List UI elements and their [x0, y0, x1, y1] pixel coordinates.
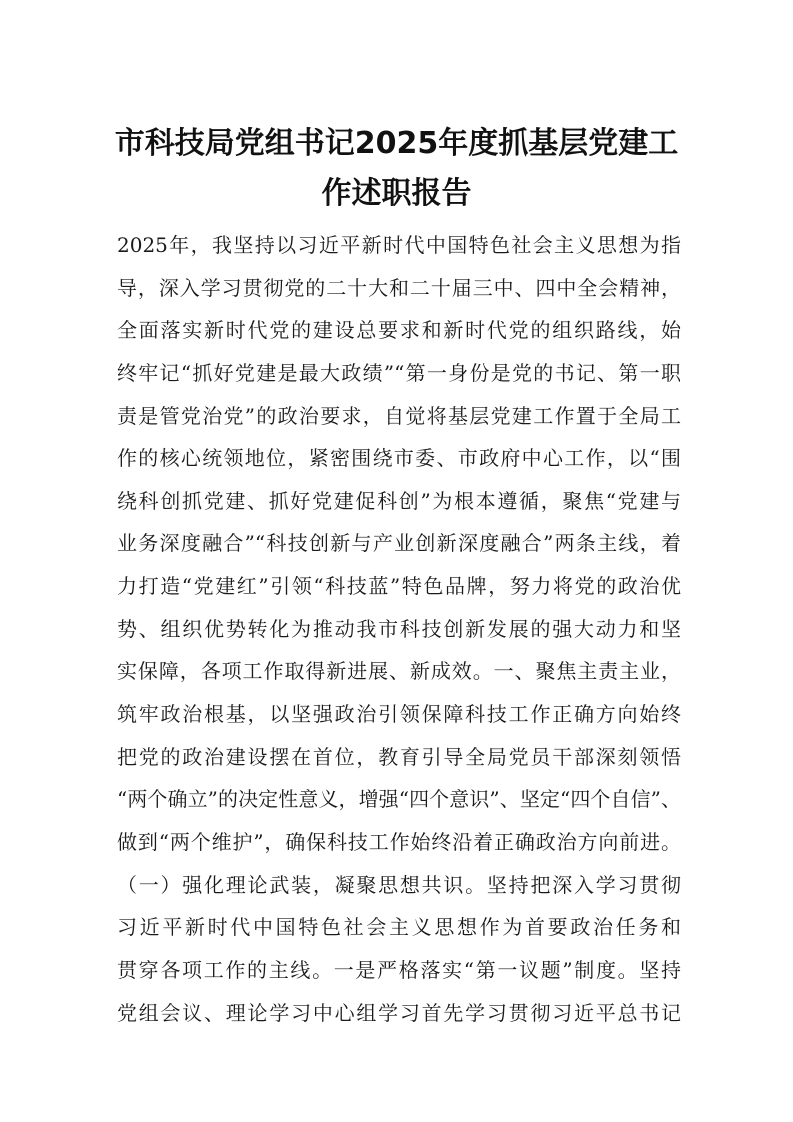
- body-line: 做到“两个维护”，确保科技工作始终沿着正确政治方向前进。: [117, 829, 681, 854]
- body-line: 势、组织优势转化为推动我市科技创新发展的强大动力和坚: [117, 616, 681, 641]
- body-line: 筑牢政治根基，以坚强政治引领保障科技工作正确方向始终: [117, 702, 681, 727]
- body-line: 导，深入学习贯彻党的二十大和二十届三中、四中全会精神，: [117, 275, 681, 300]
- body-line: 绕科创抓党建、抓好党建促科创”为根本遵循，聚焦“党建与: [117, 488, 681, 513]
- body-line: 责是管党治党”的政治要求，自觉将基层党建工作置于全局工: [117, 403, 681, 428]
- document-title-line-2: 作述职报告: [321, 176, 472, 211]
- body-line: 贯穿各项工作的主线。一是严格落实“第一议题”制度。坚持: [117, 957, 681, 982]
- body-line: 全面落实新时代党的建设总要求和新时代党的组织路线，始: [117, 318, 681, 343]
- body-line: 终牢记“抓好党建是最大政绩”“第一身份是党的书记、第一职: [117, 360, 681, 385]
- document-title-line-1: 市科技局党组书记2025年度抓基层党建工: [114, 126, 679, 161]
- body-line: 作的核心统领地位，紧密围绕市委、市政府中心工作，以“围: [117, 446, 681, 471]
- body-line: 党组会议、理论学习中心组学习首先学习贯彻习近平总书记: [117, 1000, 681, 1025]
- body-line: 2025年，我坚持以习近平新时代中国特色社会主义思想为指: [117, 233, 681, 257]
- body-line: “两个确立”的决定性意义，增强“四个意识”、坚定“四个自信”、: [117, 787, 681, 812]
- body-line: 业务深度融合”“科技创新与产业创新深度融合”两条主线，着: [117, 531, 681, 556]
- body-line: 习近平新时代中国特色社会主义思想作为首要政治任务和: [117, 915, 681, 940]
- body-line: 力打造“党建红”引领“科技蓝”特色品牌，努力将党的政治优: [117, 574, 681, 599]
- document-body: [117, 224, 681, 1034]
- body-line: 把党的政治建设摆在首位，教育引导全局党员干部深刻领悟: [117, 744, 681, 769]
- body-line: 实保障，各项工作取得新进展、新成效。一、聚焦主责主业，: [117, 659, 681, 684]
- body-line: （一）强化理论武装，凝聚思想共识。坚持把深入学习贯彻: [117, 872, 681, 897]
